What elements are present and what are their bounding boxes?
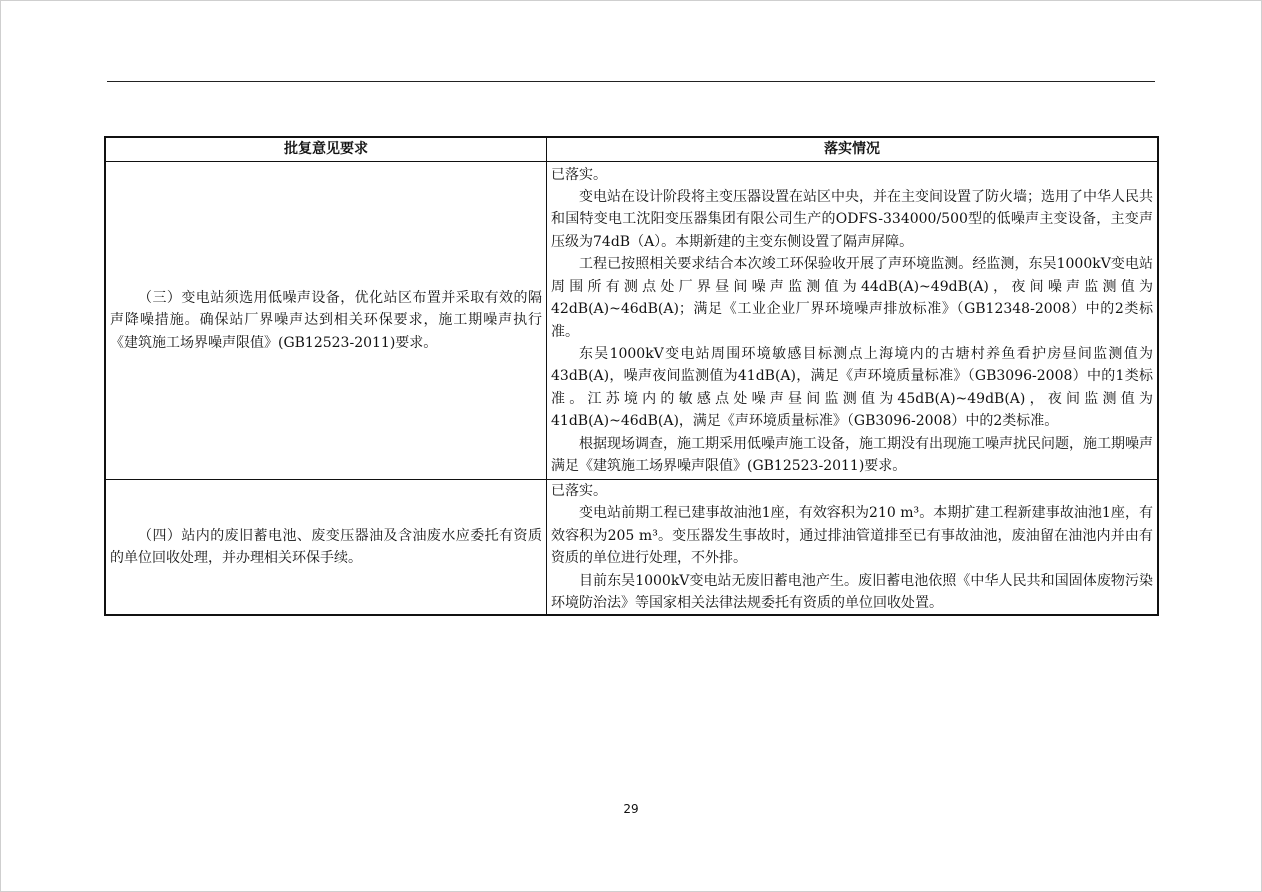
table-row bbox=[105, 162, 1158, 480]
implementation-paragraph: 已落实。 bbox=[551, 483, 607, 499]
implementation-paragraph: 变电站在设计阶段将主变压器设置在站区中央，并在主变间设置了防火墙；选用了中华人民共和国特变电工沈阳变压器集团有限公司生产的ODFS-334000/500型的低噪声主变设备，主变声压级为74dB（A）。本期新建的主变东侧设置了隔声屏障。 bbox=[551, 189, 1153, 250]
implementation-paragraph: 工程已按照相关要求结合本次竣工环保验收开展了声环境监测。经监测，东吴1000kV变电站周围所有测点处厂界昼间噪声监测值为44dB(A)~49dB(A)，夜间噪声监测值为42dB(A)~46dB(A)；满足《工业企业厂界环境噪声排放标准》（GB12348-2008）中的2类标准。 bbox=[551, 256, 1153, 340]
requirement-text: （四）站内的废旧蓄电池、废变压器油及含油废水应委托有资质的单位回收处理，并办理相关环保手续。 bbox=[110, 527, 542, 567]
approval-table bbox=[104, 136, 1159, 616]
implementation-cell bbox=[547, 480, 1159, 616]
table-row bbox=[105, 480, 1158, 616]
implementation-paragraph: 变电站前期工程已建事故油池1座，有效容积为210 m³。本期扩建工程新建事故油池1座，有效容积为205 m³。变压器发生事故时，通过排油管道排至已有事故油池，废油留在油池内并由有资质的单位进行处理，不外排。 bbox=[551, 505, 1153, 567]
requirement-cell bbox=[105, 480, 547, 616]
table-header-row bbox=[105, 137, 1158, 162]
requirement-cell bbox=[105, 162, 547, 480]
implementation-paragraph: 目前东吴1000kV变电站无废旧蓄电池产生。废旧蓄电池依照《中华人民共和国固体废物污染环境防治法》等国家相关法律法规委托有资质的单位回收处置。 bbox=[551, 572, 1153, 612]
page-number: 29 bbox=[623, 802, 639, 816]
implementation-paragraph: 根据现场调查，施工期采用低噪声施工设备，施工期没有出现施工噪声扰民问题，施工期噪声满足《建筑施工场界噪声限值》(GB12523-2011)要求。 bbox=[551, 435, 1153, 474]
implementation-paragraph: 东吴1000kV变电站周围环境敏感目标测点上海境内的古塘村养鱼看护房昼间监测值为43dB(A)，噪声夜间监测值为41dB(A)，满足《声环境质量标准》（GB3096-2008）中的1类标准。江苏境内的敏感点处噪声昼间监测值为45dB(A)~49dB(A)，夜间监测值为41dB(A)~46dB(A)，满足《声环境质量标准》（GB3096-2008）中的2类标准。 bbox=[551, 345, 1153, 430]
implementation-paragraph: 已落实。 bbox=[551, 166, 607, 183]
implementation-cell bbox=[547, 162, 1159, 480]
header-implementation: 落实情况 bbox=[547, 137, 1159, 162]
header-requirement: 批复意见要求 bbox=[105, 137, 547, 162]
header-rule bbox=[107, 81, 1155, 82]
requirement-text: （三）变电站须选用低噪声设备，优化站区布置并采取有效的隔声降噪措施。确保站厂界噪声达到相关环保要求，施工期噪声执行《建筑施工场界噪声限值》(GB12523-2011)要求。 bbox=[110, 289, 542, 351]
